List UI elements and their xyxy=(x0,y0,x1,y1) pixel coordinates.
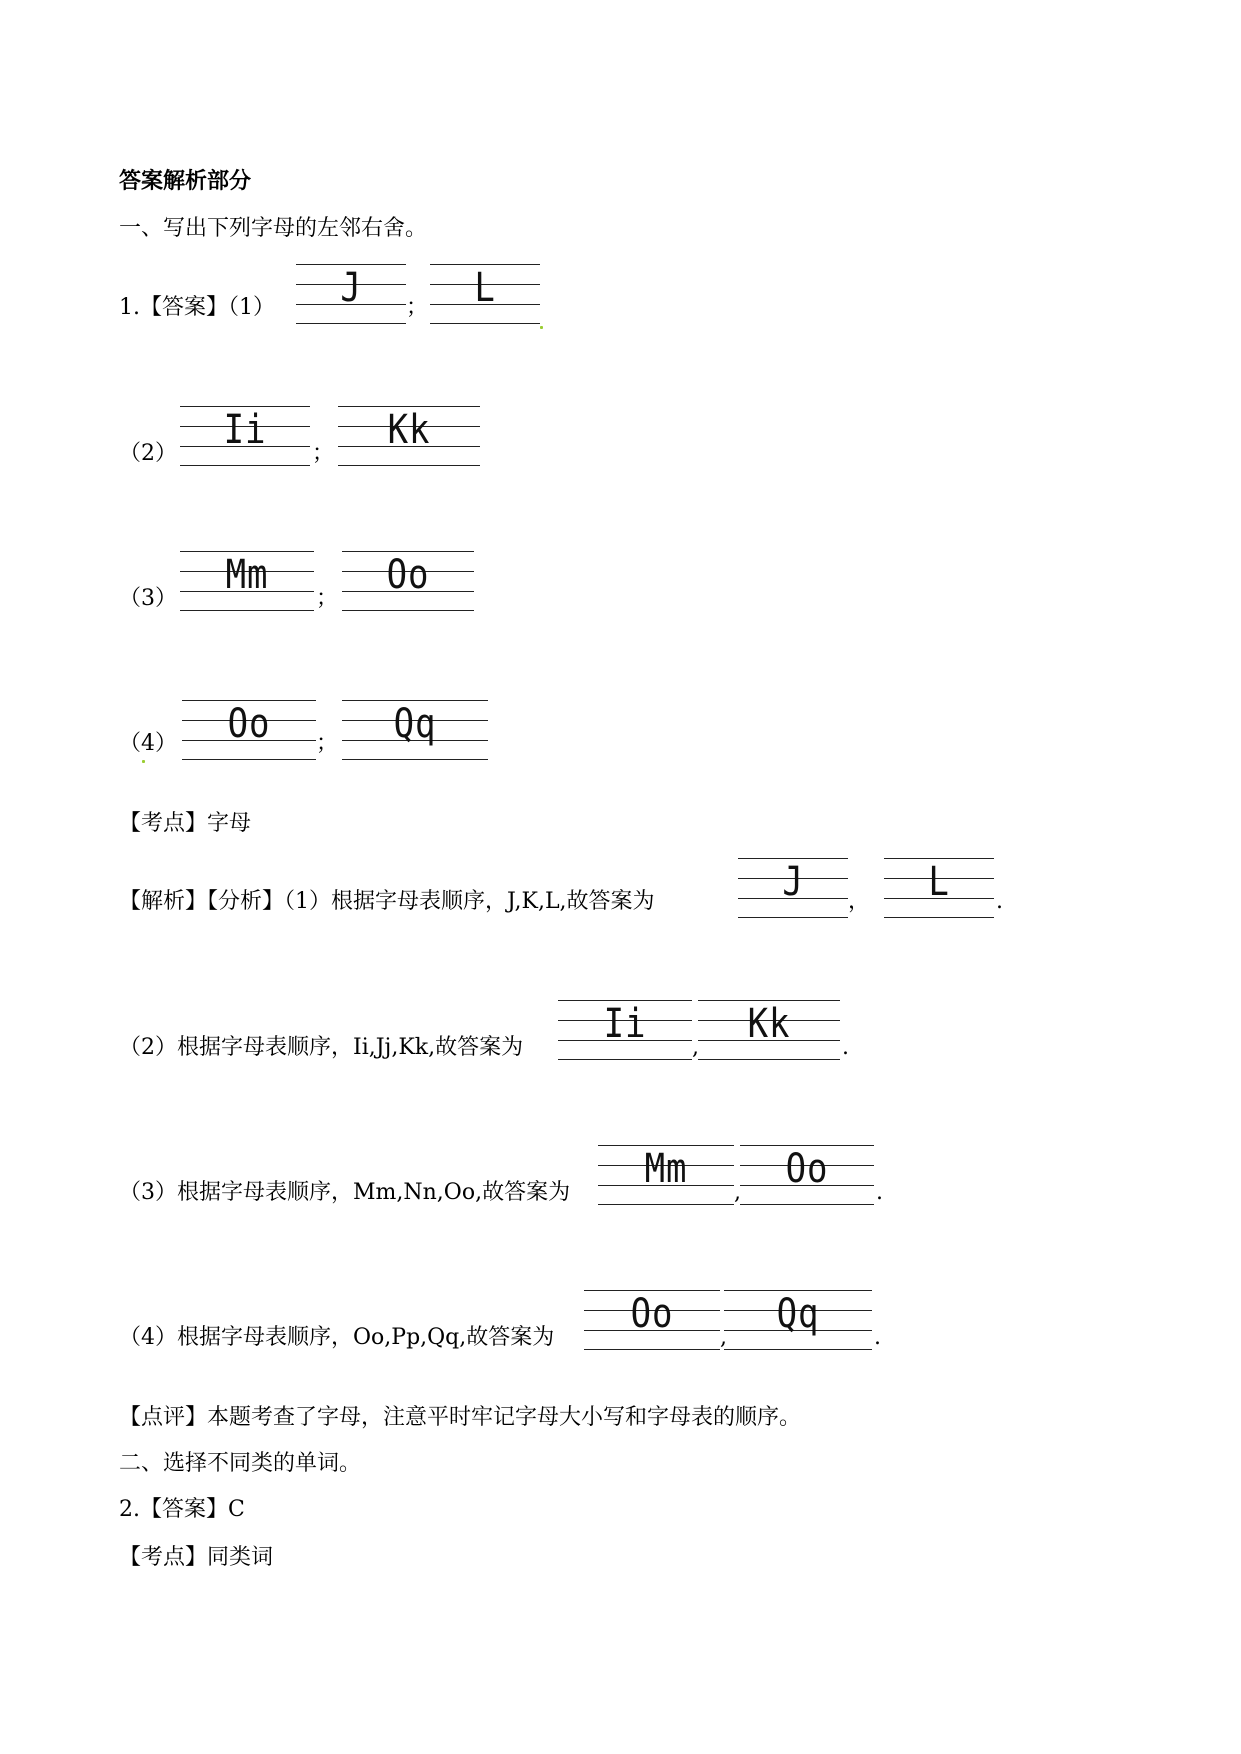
writing-grid xyxy=(342,700,488,760)
stray-mark xyxy=(540,326,543,329)
answer-label: （2） xyxy=(119,441,177,466)
part1-heading: 一、写出下列字母的左邻右舍。 xyxy=(119,216,428,241)
analysis-line: （4）根据字母表顺序，Oo,Pp,Qq,故答案为 xyxy=(119,1325,555,1350)
kaodian-letters: 【考点】字母 xyxy=(119,811,252,836)
grid-letters: Mm xyxy=(225,552,269,598)
period: . xyxy=(842,1035,849,1060)
writing-grid xyxy=(182,700,316,760)
analysis-line: 【解析】【分析】（1）根据字母表顺序，J,K,L,故答案为 xyxy=(119,889,655,914)
separator: ； xyxy=(312,441,335,466)
writing-grid xyxy=(884,858,994,918)
writing-grid xyxy=(180,551,314,611)
grid-letters: Kk xyxy=(747,1001,791,1047)
grid-letters: Kk xyxy=(387,407,431,453)
writing-grid xyxy=(180,406,310,466)
grid-letters: L xyxy=(474,265,496,311)
dianping: 【点评】本题考查了字母，注意平时牢记字母大小写和字母表的顺序。 xyxy=(119,1405,802,1430)
section-title: 答案解析部分 xyxy=(119,169,252,194)
period: . xyxy=(996,889,1003,914)
answer-label: （4） xyxy=(119,731,177,756)
grid-letters: L xyxy=(928,859,950,905)
writing-grid xyxy=(740,1145,874,1205)
q2-answer: 2.【答案】C xyxy=(119,1497,245,1522)
separator: , xyxy=(692,1035,699,1060)
grid-letters: Ii xyxy=(603,1001,647,1047)
separator: ， xyxy=(848,889,871,914)
separator: ； xyxy=(406,295,429,320)
grid-letters: Qq xyxy=(776,1291,820,1337)
writing-grid xyxy=(558,1000,692,1060)
separator: ； xyxy=(316,731,339,756)
grid-letters: Oo xyxy=(785,1146,829,1192)
grid-letters: Oo xyxy=(227,701,271,747)
grid-letters: Oo xyxy=(386,552,430,598)
writing-grid xyxy=(584,1290,720,1350)
grid-letters: J xyxy=(782,859,804,905)
writing-grid xyxy=(598,1145,734,1205)
part2-heading: 二、选择不同类的单词。 xyxy=(119,1451,362,1476)
period: . xyxy=(874,1325,881,1350)
separator: ； xyxy=(316,586,339,611)
writing-grid xyxy=(342,551,474,611)
analysis-line: （3）根据字母表顺序，Mm,Nn,Oo,故答案为 xyxy=(119,1180,571,1205)
period: . xyxy=(876,1180,883,1205)
q1-label: 1.【答案】（1） xyxy=(119,295,275,320)
analysis-line: （2）根据字母表顺序，Ii,Jj,Kk,故答案为 xyxy=(119,1035,524,1060)
stray-mark xyxy=(142,760,145,763)
grid-letters: Ii xyxy=(223,407,267,453)
separator: , xyxy=(734,1180,741,1205)
grid-letters: J xyxy=(340,265,362,311)
writing-grid xyxy=(698,1000,840,1060)
grid-letters: Oo xyxy=(630,1291,674,1337)
separator: , xyxy=(720,1325,727,1350)
writing-grid xyxy=(430,264,540,324)
grid-letters: Qq xyxy=(393,701,437,747)
answer-label: （3） xyxy=(119,586,177,611)
writing-grid xyxy=(338,406,480,466)
writing-grid xyxy=(296,264,406,324)
writing-grid xyxy=(724,1290,872,1350)
grid-letters: Mm xyxy=(644,1146,688,1192)
writing-grid xyxy=(738,858,848,918)
kaodian-synonyms: 【考点】同类词 xyxy=(119,1545,274,1570)
